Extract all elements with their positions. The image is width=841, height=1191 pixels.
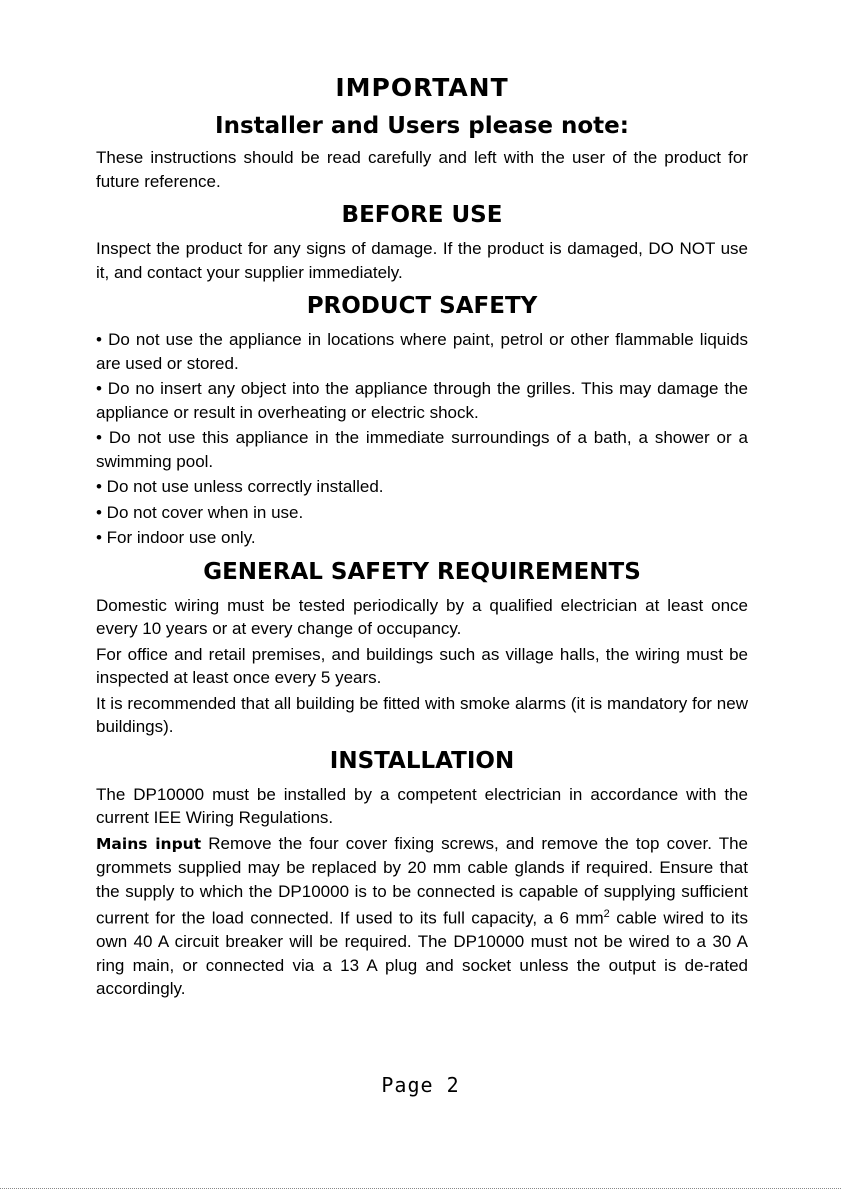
document-page [96,70,748,1001]
page-title: IMPORTANT [335,73,509,102]
safety-item: • For indoor use only. [96,528,256,547]
mains-input-text-b: cable wired to its own 40 A circuit breaker will be required. The DP10000 must not be wired to a 30 A ring main, or connected via a 13 A plug and socket unless the output is de-rated accordingly. [96,908,748,999]
mains-input-superscript: 2 [603,908,610,920]
safety-item: • Do no insert any object into the appliance through the grilles. This may damage the appliance or result in overheating or electric shock. [96,379,748,422]
general-safety-paragraph: Domestic wiring must be tested periodically by a qualified electrician at least once every 10 years or at every change of occupancy. [96,595,748,638]
installation-paragraph: The DP10000 must be installed by a competent electrician in accordance with the current IEE Wiring Regulations. [96,784,748,827]
page-bottom-rule [0,1188,841,1189]
mains-input-text-a: Remove the four cover fixing screws, and remove the top cover. The grommets supplied may be replaced by 20 mm cable glands if required. Ensure that the supply to which the DP10000 is to be connected is capable of supplying sufficient current for the load connected. If used to its full capacity, a 6 mm [96,833,749,928]
installation-heading: INSTALLATION [329,747,515,774]
safety-item: • Do not cover when in use. [96,502,304,522]
mains-input-label: Mains input [96,834,202,853]
page-number: Page 2 [381,1073,460,1097]
intro-paragraph: These instructions should be read carefully and left with the user of the product for future reference. [96,148,748,191]
general-safety-heading: GENERAL SAFETY REQUIREMENTS [203,558,641,585]
general-safety-paragraph: For office and retail premises, and buildings such as village halls, the wiring must be inspected at least once every 5 years. [96,644,748,687]
product-safety-heading: PRODUCT SAFETY [306,293,538,319]
before-use-paragraph: Inspect the product for any signs of damage. If the product is damaged, DO NOT use it, and contact your supplier immediately. [96,239,748,282]
safety-item: • Do not use the appliance in locations where paint, petrol or other flammable liquids are used or stored. [96,330,748,373]
general-safety-paragraph: It is recommended that all building be fitted with smoke alarms (it is mandatory for new buildings). [96,693,748,736]
safety-item: • Do not use this appliance in the immediate surroundings of a bath, a shower or a swimming pool. [96,428,748,471]
safety-item: • Do not use unless correctly installed. [96,477,384,496]
page-subtitle: Installer and Users please note: [215,113,629,139]
mains-input-paragraph [96,832,748,1001]
before-use-heading: BEFORE USE [341,202,503,228]
